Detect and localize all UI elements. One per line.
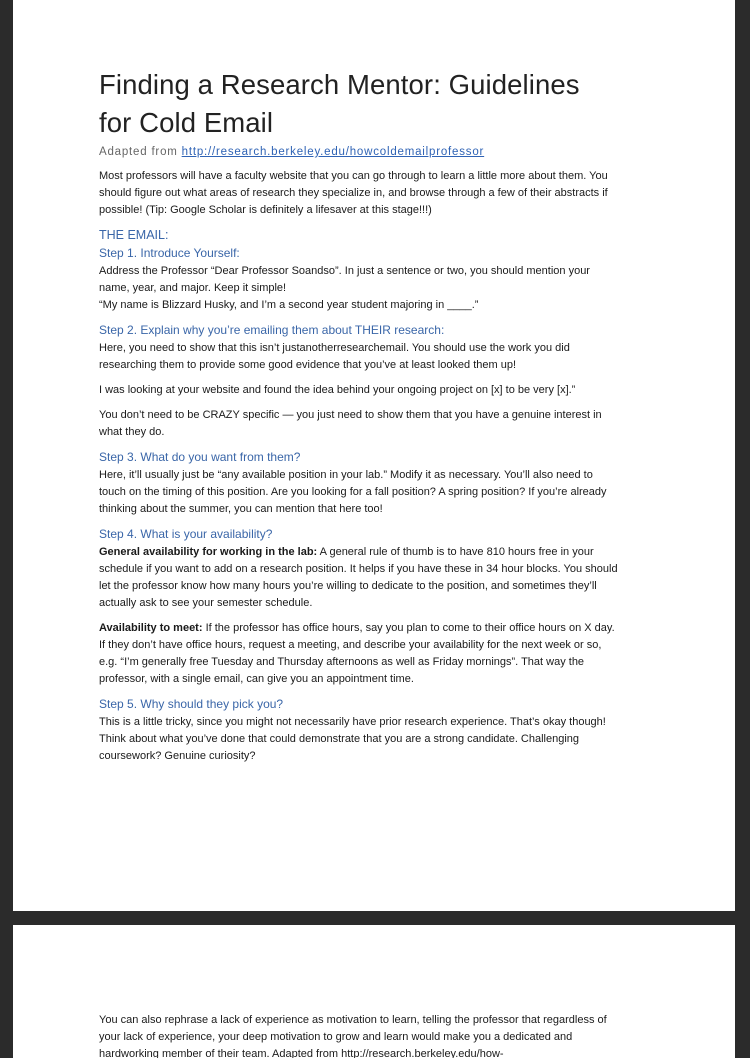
source-link[interactable]: http://research.berkeley.edu/howcoldemailprofessor — [181, 146, 485, 158]
step-3-body: Here, it’ll usually just be “any available position in your lab.” Modify it as necessary. You’ll also need to touch on the timing of this position. Are you looking for a fall position? A spring position? If you’re already thinking about the summer, you can mention that here too! — [99, 469, 607, 515]
section-heading-the-email: THE EMAIL: — [99, 228, 169, 242]
step-2-example: I was looking at your website and found the idea behind your ongoing project on [x] to be very [x].” — [99, 384, 576, 396]
page-content — [99, 66, 619, 773]
availability-to-meet-label: Availability to meet: — [99, 622, 203, 634]
step-5-body: This is a little tricky, since you might not necessarily have prior research experience. That’s okay though! Think about what you’ve done that could demonstrate that you are a strong candidate. Challenging coursework? Genuine curiosity? — [99, 716, 606, 762]
adapted-from-label: Adapted from — [99, 146, 178, 158]
step-4-general-paragraph — [99, 544, 619, 612]
page-2-paragraph: You can also rephrase a lack of experience as motivation to learn, telling the professor that regardless of your lack of experience, your deep motivation to grow and learn would make you a dedicated and hardworking member of their team. Adapted from http://research.berkeley.edu/how- — [99, 1014, 607, 1058]
intro-paragraph: Most professors will have a faculty website that you can go through to learn a little more about them. You should figure out what areas of research they specialize in, and browse through a few of their abstracts if possible! (Tip: Google Scholar is definitely a lifesaver at this stage!!!) — [99, 170, 608, 216]
page-2-content — [99, 1012, 619, 1058]
general-availability-label: General availability for working in the lab: — [99, 546, 318, 558]
step-3-heading: Step 3. What do you want from them? — [99, 450, 301, 464]
step-1-body: Address the Professor “Dear Professor Soandso”. In just a sentence or two, you should mention your name, year, and major. Keep it simple! — [99, 265, 590, 294]
step-2-heading: Step 2. Explain why you’re emailing them about THEIR research: — [99, 323, 445, 337]
general-availability-text: A general rule of thumb is to have 810 hours free in your schedule if you want to add on a research position. It helps if you have these in 34 hour blocks. You should let the professor know how many hours you’re willing to dedicate to the position, and sometimes they’ll actually ask to see your semester schedule. — [99, 546, 618, 609]
availability-to-meet-text: If the professor has office hours, say you plan to come to their office hours on X day. If they don’t have office hours, request a meeting, and describe your availability for the next week or so, e.g. “I’m generally free Tuesday and Thursday afternoons as well as Friday mornings”. That way the professor, with a single email, can give you an appointment time. — [99, 622, 615, 685]
document-page-2 — [13, 925, 735, 1058]
step-1-example: “My name is Blizzard Husky, and I’m a second year student majoring in ____.” — [99, 299, 479, 311]
document-title: Finding a Research Mentor: Guidelines for Cold Email — [99, 69, 580, 138]
step-2-note: You don’t need to be CRAZY specific — you just need to show them that you have a genuine interest in what they do. — [99, 409, 602, 438]
step-2-body: Here, you need to show that this isn’t justanotherresearchemail. You should use the work you did researching them to provide some good evidence that you’ve at least looked them up! — [99, 342, 570, 371]
source-attribution — [99, 146, 619, 158]
step-4-heading: Step 4. What is your availability? — [99, 527, 273, 541]
document-page-1 — [13, 0, 735, 911]
step-5-heading: Step 5. Why should they pick you? — [99, 697, 284, 711]
step-4-meet-paragraph — [99, 620, 619, 688]
step-1-heading: Step 1. Introduce Yourself: — [99, 246, 240, 260]
